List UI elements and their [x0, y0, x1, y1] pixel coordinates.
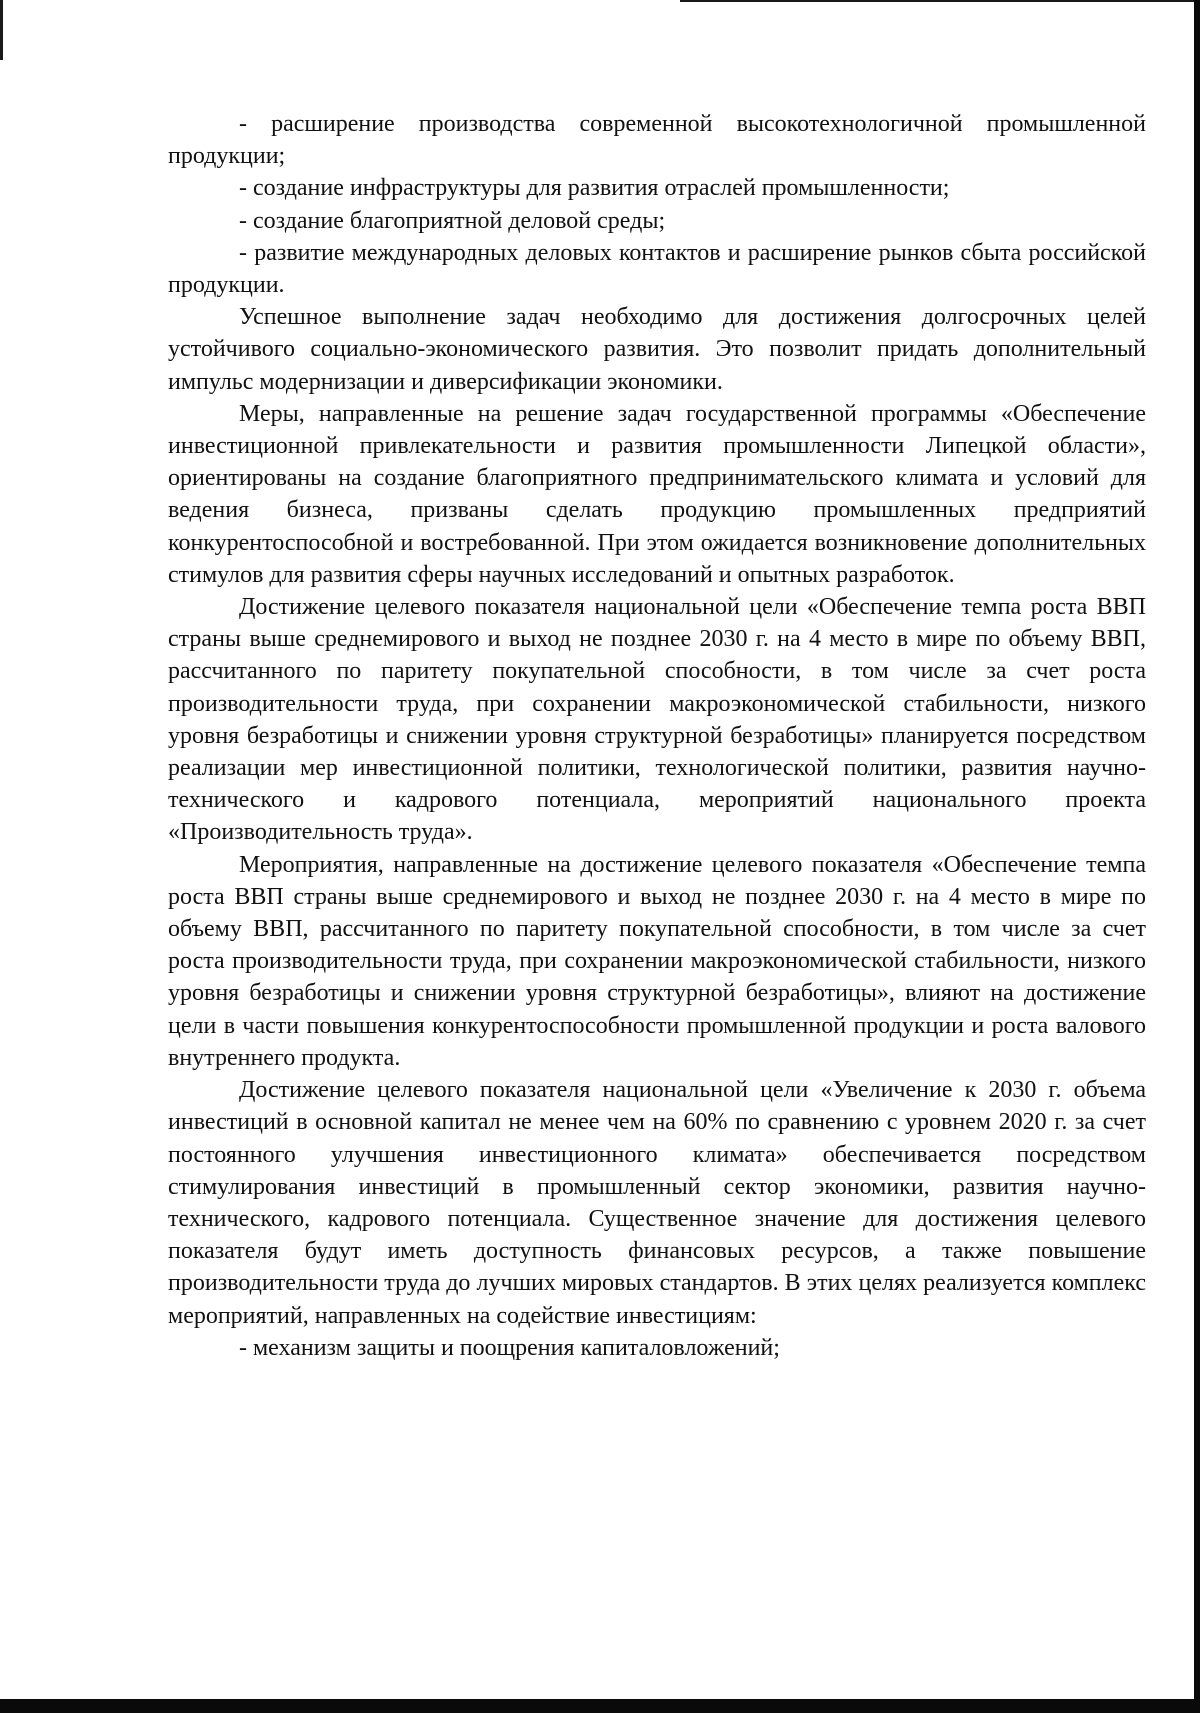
- bullet-paragraph: - механизм защиты и поощрения капиталовложений;: [239, 1334, 780, 1361]
- bullet-paragraph: - создание инфраструктуры для развития отраслей промышленности;: [239, 175, 950, 202]
- bullet-paragraph: - развитие международных деловых контактов и расширение рынков сбыта российской продукции.: [168, 239, 1146, 299]
- body-paragraph: Меры, направленные на решение задач государственной программы «Обеспечение инвестиционной привлекательности и развития промышленности Липецкой области», ориентированы на создание благоприятного предпринимательского климата и условий для ведения бизнеса, призваны сделать продукцию промышленных предприятий конкурентоспособной и востребованной. При этом ожидается возникновение дополнительных стимулов для развития сферы научных исследований и опытных разработок.: [168, 400, 1146, 588]
- scan-edge-left: [0, 0, 3, 60]
- body-paragraph: Достижение целевого показателя национальной цели «Увеличение к 2030 г. объема инвестиций в основной капитал не менее чем на 60% по сравнению с уровнем 2020 г. за счет постоянного улучшения инвестиционного климата» обеспечивается посредством стимулирования инвестиций в промышленный сектор экономики, развития научно-технического, кадрового потенциала. Существенное значение для достижения целевого показателя будут иметь доступность финансовых ресурсов, а также повышение производительности труда до лучших мировых стандартов. В этих целях реализуется комплекс мероприятий, направленных на содействие инвестициям:: [168, 1077, 1146, 1329]
- body-paragraph: Достижение целевого показателя национальной цели «Обеспечение темпа роста ВВП страны выше среднемирового и выход не позднее 2030 г. на 4 место в мире по объему ВВП, рассчитанного по паритету покупательной способности, в том числе за счет роста производительности труда, при сохранении макроэкономической стабильности, низкого уровня безработицы и снижении уровня структурной безработицы» планируется посредством реализации мер инвестиционной политики, технологической политики, развития научно-технического и кадрового потенциала, мероприятий национального проекта «Производительность труда».: [168, 594, 1146, 846]
- bullet-paragraph: - создание благоприятной деловой среды;: [239, 207, 666, 234]
- scan-edge-top: [680, 0, 1200, 2]
- scan-edge-bottom: [0, 1699, 1200, 1713]
- scan-edge-right: [1194, 0, 1200, 1713]
- body-paragraph: Мероприятия, направленные на достижение целевого показателя «Обеспечение темпа роста ВВП страны выше среднемирового и выход не позднее 2030 г. на 4 место в мире по объему ВВП, рассчитанного по паритету покупательной способности, в том числе за счет роста производительности труда, при сохранении макроэкономической стабильности, низкого уровня безработицы и снижении уровня структурной безработицы», влияют на достижение цели в части повышения конкурентоспособности промышленной продукции и роста валового внутреннего продукта.: [168, 851, 1146, 1071]
- bullet-paragraph: - расширение производства современной высокотехнологичной промышленной продукции;: [168, 111, 1146, 170]
- body-paragraph: Успешное выполнение задач необходимо для достижения долгосрочных целей устойчивого социально-экономического развития. Это позволит придать дополнительный импульс модернизации и диверсификации экономики.: [168, 304, 1146, 395]
- document-body: [168, 108, 1146, 1364]
